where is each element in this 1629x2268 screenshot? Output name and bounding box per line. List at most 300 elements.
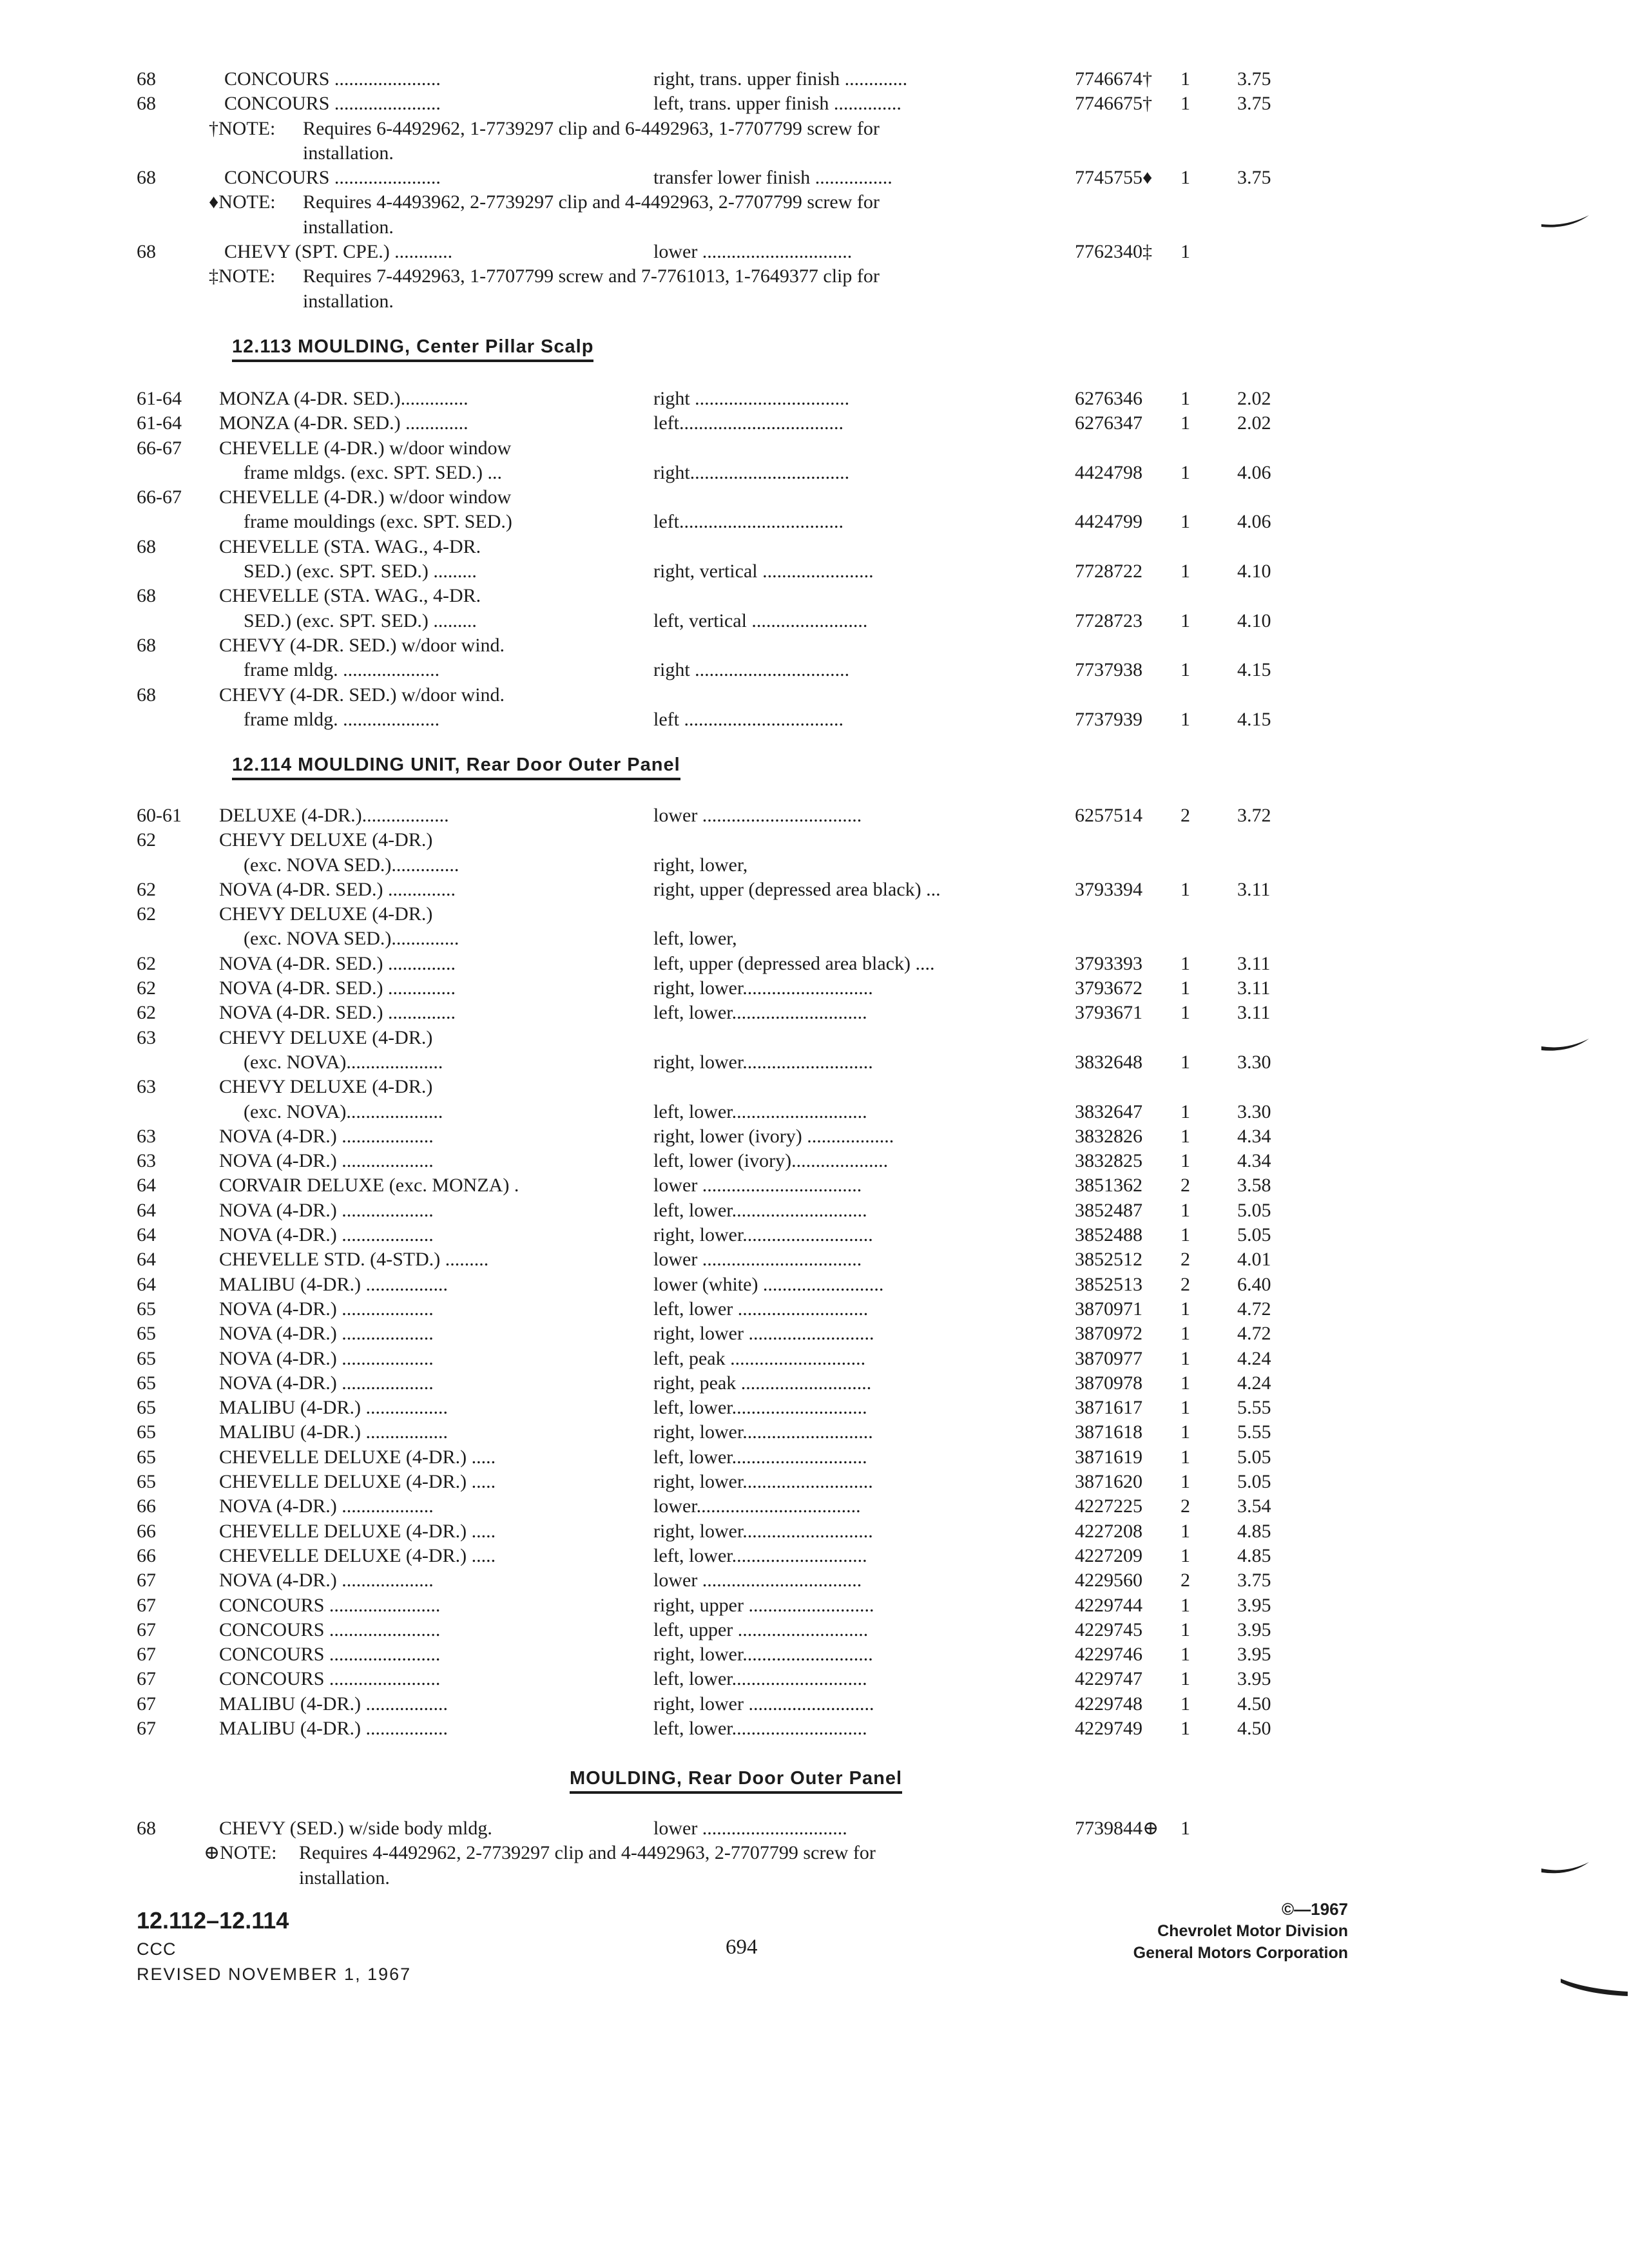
price-cell: 2.02 xyxy=(1237,388,1271,409)
quantity-cell: 1 xyxy=(1181,708,1190,730)
table-row xyxy=(0,902,1629,927)
year-cell: 66-67 xyxy=(137,437,182,459)
part-number-cell: 6257514 xyxy=(1075,805,1142,826)
description-cell: right, lower........................... xyxy=(653,1051,873,1073)
table-row xyxy=(0,510,1629,534)
footer-section-range: 12.112–12.114 xyxy=(137,1907,289,1934)
price-cell: 4.24 xyxy=(1237,1372,1271,1394)
part-number-cell: 3871617 xyxy=(1075,1397,1142,1419)
table-row xyxy=(0,1692,1629,1716)
model-cell: frame mldg. .................... xyxy=(244,659,440,681)
table-row xyxy=(0,707,1629,732)
quantity-cell: 1 xyxy=(1181,388,1190,409)
year-cell: 65 xyxy=(137,1397,156,1419)
table-row xyxy=(0,633,1629,658)
quantity-cell: 2 xyxy=(1181,1249,1190,1271)
year-cell: 66 xyxy=(137,1520,156,1542)
top-section xyxy=(0,67,1629,314)
part-number-cell: 7728722 xyxy=(1075,561,1142,582)
section-heading-rear-door: MOULDING, Rear Door Outer Panel xyxy=(570,1767,902,1794)
part-number-cell: 3832647 xyxy=(1075,1100,1142,1122)
quantity-cell: 1 xyxy=(1181,659,1190,681)
description-cell: right, lower........................... xyxy=(653,1520,873,1542)
quantity-cell: 1 xyxy=(1181,1125,1190,1147)
description-cell: left.................................. xyxy=(653,412,843,434)
note-text: installation. xyxy=(303,290,394,312)
part-number-cell: 3852512 xyxy=(1075,1249,1142,1271)
quantity-cell: 1 xyxy=(1181,1372,1190,1394)
year-cell: 67 xyxy=(137,1644,156,1666)
part-number-cell: 6276347 xyxy=(1075,412,1142,434)
price-cell: 4.10 xyxy=(1237,610,1271,631)
quantity-cell: 1 xyxy=(1181,1544,1190,1566)
quantity-cell: 2 xyxy=(1181,805,1190,826)
year-cell: 65 xyxy=(137,1372,156,1394)
table-row xyxy=(0,1593,1629,1618)
year-cell: 64 xyxy=(137,1273,156,1295)
price-cell: 5.55 xyxy=(1237,1397,1271,1419)
part-number-cell: 3871618 xyxy=(1075,1421,1142,1443)
model-cell: NOVA (4-DR.) ................... xyxy=(219,1323,434,1345)
table-row xyxy=(0,976,1629,1001)
part-number-cell: 3852488 xyxy=(1075,1224,1142,1246)
model-cell: NOVA (4-DR.) ................... xyxy=(219,1570,434,1591)
year-cell: 68 xyxy=(137,1818,156,1839)
description-cell: right, peak ........................... xyxy=(653,1372,872,1394)
year-cell: 62 xyxy=(137,952,156,974)
part-number-cell: 4229747 xyxy=(1075,1668,1142,1690)
description-cell: lower.................................. xyxy=(653,1495,861,1517)
description-cell: left, lower, xyxy=(653,928,737,950)
description-cell: right ................................ xyxy=(653,388,850,409)
price-cell: 3.72 xyxy=(1237,805,1271,826)
model-cell: NOVA (4-DR. SED.) .............. xyxy=(219,977,456,999)
description-cell: left, lower (ivory).................... xyxy=(653,1150,889,1172)
model-cell: (exc. NOVA SED.).............. xyxy=(244,854,459,876)
model-cell: CHEVY (4-DR. SED.) w/door wind. xyxy=(219,634,505,656)
quantity-cell: 1 xyxy=(1181,1002,1190,1024)
table-row xyxy=(0,1568,1629,1593)
table-row xyxy=(0,658,1629,682)
year-cell: 68 xyxy=(137,684,156,706)
year-cell: 66 xyxy=(137,1544,156,1566)
table-row xyxy=(0,1371,1629,1396)
price-cell: 3.30 xyxy=(1237,1051,1271,1073)
description-cell: left, trans. upper finish .............. xyxy=(653,93,901,115)
quantity-cell: 1 xyxy=(1181,1224,1190,1246)
description-cell: left.................................. xyxy=(653,511,843,533)
year-cell: 65 xyxy=(137,1446,156,1468)
description-cell: left, upper ........................... xyxy=(653,1619,869,1640)
description-cell: left, lower............................ xyxy=(653,1446,867,1468)
part-number-cell: 3870972 xyxy=(1075,1323,1142,1345)
quantity-cell: 1 xyxy=(1181,1421,1190,1443)
description-cell: left, lower............................ xyxy=(653,1717,867,1739)
table-row xyxy=(0,91,1629,116)
table-row xyxy=(0,1420,1629,1445)
quantity-cell: 2 xyxy=(1181,1175,1190,1196)
model-cell: CONCOURS ....................... xyxy=(219,1594,441,1616)
table-row xyxy=(0,1223,1629,1247)
price-cell: 4.85 xyxy=(1237,1520,1271,1542)
year-cell: 68 xyxy=(137,585,156,607)
note-text: Requires 6-4492962, 1-7739297 clip and 6-4492963, 1-7707799 screw for xyxy=(303,117,880,139)
model-cell: NOVA (4-DR. SED.) .............. xyxy=(219,878,456,900)
price-cell: 4.34 xyxy=(1237,1125,1271,1147)
table-row xyxy=(0,1519,1629,1544)
quantity-cell: 1 xyxy=(1181,1818,1190,1839)
quantity-cell: 1 xyxy=(1181,1693,1190,1715)
footer-copyright: ©—1967 xyxy=(1282,1899,1348,1919)
year-cell: 63 xyxy=(137,1026,156,1048)
price-cell: 3.30 xyxy=(1237,1100,1271,1122)
table-row xyxy=(0,1149,1629,1173)
price-cell: 5.05 xyxy=(1237,1199,1271,1221)
model-cell: CHEVELLE DELUXE (4-DR.) ..... xyxy=(219,1520,496,1542)
note-text: installation. xyxy=(303,142,394,164)
binder-mark xyxy=(1540,1856,1592,1881)
part-number-cell: 7746675† xyxy=(1075,93,1152,115)
model-cell: CHEVELLE (STA. WAG., 4-DR. xyxy=(219,585,481,607)
description-cell: left, lower............................ xyxy=(653,1100,867,1122)
price-cell: 3.54 xyxy=(1237,1495,1271,1517)
price-cell: 5.05 xyxy=(1237,1224,1271,1246)
year-cell: 60-61 xyxy=(137,805,182,826)
part-number-cell: 3871620 xyxy=(1075,1471,1142,1493)
binder-mark xyxy=(1540,1031,1592,1057)
year-cell: 68 xyxy=(137,535,156,557)
section-rear-list xyxy=(0,1816,1629,1890)
quantity-cell: 2 xyxy=(1181,1495,1190,1517)
note-text: installation. xyxy=(303,216,394,238)
model-cell: frame mouldings (exc. SPT. SED.) xyxy=(244,511,512,533)
table-row xyxy=(0,828,1629,852)
model-cell: CHEVY (SED.) w/side body mldg. xyxy=(219,1818,492,1839)
model-cell: NOVA (4-DR.) ................... xyxy=(219,1495,434,1517)
table-row xyxy=(0,1050,1629,1075)
table-row xyxy=(0,1075,1629,1099)
footer-revised: REVISED NOVEMBER 1, 1967 xyxy=(137,1965,412,1984)
table-row xyxy=(0,1667,1629,1691)
description-cell: lower (white) ......................... xyxy=(653,1273,884,1295)
table-row xyxy=(0,1247,1629,1272)
table-row xyxy=(0,559,1629,584)
table-row xyxy=(0,411,1629,436)
table-row xyxy=(0,387,1629,411)
binder-mark xyxy=(1559,1975,1629,2007)
description-cell: lower ................................. xyxy=(653,805,862,826)
price-cell: 3.95 xyxy=(1237,1594,1271,1616)
price-cell: 4.15 xyxy=(1237,708,1271,730)
note-label: ♦NOTE: xyxy=(209,191,276,213)
model-cell: CONCOURS ...................... xyxy=(224,68,441,90)
quantity-cell: 1 xyxy=(1181,1520,1190,1542)
description-cell: lower ............................... xyxy=(653,241,853,263)
table-row xyxy=(0,853,1629,878)
table-row xyxy=(0,1642,1629,1667)
description-cell: lower ................................. xyxy=(653,1249,862,1271)
table-row xyxy=(0,878,1629,902)
part-number-cell: 7739844⊕ xyxy=(1075,1818,1159,1839)
price-cell: 3.95 xyxy=(1237,1668,1271,1690)
table-row xyxy=(0,1173,1629,1198)
part-number-cell: 3852487 xyxy=(1075,1199,1142,1221)
description-cell: lower .............................. xyxy=(653,1818,847,1839)
part-number-cell: 7737938 xyxy=(1075,659,1142,681)
table-row xyxy=(0,461,1629,485)
year-cell: 61-64 xyxy=(137,412,182,434)
section-114-list xyxy=(0,803,1629,1741)
model-cell: (exc. NOVA).................... xyxy=(244,1051,443,1073)
part-number-cell: 4227209 xyxy=(1075,1544,1142,1566)
description-cell: left, lower............................ xyxy=(653,1199,867,1221)
table-row xyxy=(0,485,1629,510)
table-row xyxy=(0,584,1629,608)
model-cell: CHEVELLE DELUXE (4-DR.) ..... xyxy=(219,1446,496,1468)
footer-corporation: General Motors Corporation xyxy=(1133,1944,1348,1962)
quantity-cell: 1 xyxy=(1181,610,1190,631)
year-cell: 62 xyxy=(137,977,156,999)
year-cell: 66 xyxy=(137,1495,156,1517)
description-cell: lower ................................. xyxy=(653,1570,862,1591)
price-cell: 4.34 xyxy=(1237,1150,1271,1172)
price-cell: 2.02 xyxy=(1237,412,1271,434)
quantity-cell: 1 xyxy=(1181,1446,1190,1468)
price-cell: 3.11 xyxy=(1237,1002,1271,1024)
model-cell: (exc. NOVA).................... xyxy=(244,1100,443,1122)
price-cell: 3.95 xyxy=(1237,1644,1271,1666)
part-number-cell: 3793394 xyxy=(1075,878,1142,900)
year-cell: 67 xyxy=(137,1594,156,1616)
description-cell: right, lower........................... xyxy=(653,1471,873,1493)
model-cell: CHEVY (SPT. CPE.) ............ xyxy=(224,241,453,263)
model-cell: MALIBU (4-DR.) ................. xyxy=(219,1273,448,1295)
note-text: installation. xyxy=(299,1867,390,1888)
model-cell: MALIBU (4-DR.) ................. xyxy=(219,1397,448,1419)
note-line xyxy=(0,117,1629,141)
model-cell: NOVA (4-DR.) ................... xyxy=(219,1372,434,1394)
description-cell: left, lower............................ xyxy=(653,1668,867,1690)
quantity-cell: 1 xyxy=(1181,412,1190,434)
description-cell: transfer lower finish ................ xyxy=(653,167,892,189)
quantity-cell: 1 xyxy=(1181,1323,1190,1345)
price-cell: 4.24 xyxy=(1237,1347,1271,1369)
model-cell: CHEVY DELUXE (4-DR.) xyxy=(219,903,433,925)
year-cell: 64 xyxy=(137,1224,156,1246)
description-cell: right, trans. upper finish ............. xyxy=(653,68,908,90)
table-row xyxy=(0,1618,1629,1642)
page-number: 694 xyxy=(726,1936,758,1959)
note-line xyxy=(0,141,1629,166)
description-cell: right, lower........................... xyxy=(653,1421,873,1443)
model-cell: CONCOURS ...................... xyxy=(224,167,441,189)
quantity-cell: 1 xyxy=(1181,1100,1190,1122)
quantity-cell: 1 xyxy=(1181,1644,1190,1666)
description-cell: left ................................. xyxy=(653,708,843,730)
note-line xyxy=(0,289,1629,314)
part-number-cell: 6276346 xyxy=(1075,388,1142,409)
part-number-cell: 3832826 xyxy=(1075,1125,1142,1147)
quantity-cell: 1 xyxy=(1181,1717,1190,1739)
year-cell: 68 xyxy=(137,68,156,90)
price-cell: 3.11 xyxy=(1237,977,1271,999)
quantity-cell: 1 xyxy=(1181,1199,1190,1221)
note-text: Requires 4-4492962, 2-7739297 clip and 4-4492963, 2-7707799 screw for xyxy=(299,1842,876,1864)
model-cell: CHEVY DELUXE (4-DR.) xyxy=(219,829,433,851)
description-cell: left, vertical ........................ xyxy=(653,610,868,631)
section-heading-12-114: 12.114 MOULDING UNIT, Rear Door Outer Panel xyxy=(232,753,680,780)
quantity-cell: 1 xyxy=(1181,977,1190,999)
part-number-cell: 3852513 xyxy=(1075,1273,1142,1295)
price-cell: 3.58 xyxy=(1237,1175,1271,1196)
year-cell: 65 xyxy=(137,1347,156,1369)
note-line xyxy=(0,1841,1629,1865)
model-cell: NOVA (4-DR.) ................... xyxy=(219,1347,434,1369)
year-cell: 65 xyxy=(137,1323,156,1345)
year-cell: 63 xyxy=(137,1076,156,1098)
year-cell: 62 xyxy=(137,878,156,900)
year-cell: 68 xyxy=(137,634,156,656)
part-number-cell: 3870971 xyxy=(1075,1298,1142,1320)
description-cell: left, peak ............................ xyxy=(653,1347,866,1369)
note-line xyxy=(0,215,1629,240)
table-row xyxy=(0,1297,1629,1321)
table-row xyxy=(0,1321,1629,1346)
model-cell: CONCOURS ....................... xyxy=(219,1644,441,1666)
note-text: Requires 4-4493962, 2-7739297 clip and 4-4492963, 2-7707799 screw for xyxy=(303,191,880,213)
year-cell: 62 xyxy=(137,903,156,925)
description-cell: left, upper (depressed area black) .... xyxy=(653,952,935,974)
model-cell: CHEVY DELUXE (4-DR.) xyxy=(219,1076,433,1098)
price-cell: 4.50 xyxy=(1237,1717,1271,1739)
model-cell: NOVA (4-DR.) ................... xyxy=(219,1298,434,1320)
model-cell: DELUXE (4-DR.).................. xyxy=(219,805,449,826)
quantity-cell: 1 xyxy=(1181,1471,1190,1493)
price-cell: 4.85 xyxy=(1237,1544,1271,1566)
table-row xyxy=(0,67,1629,91)
section-113-list xyxy=(0,387,1629,732)
year-cell: 65 xyxy=(137,1298,156,1320)
year-cell: 63 xyxy=(137,1150,156,1172)
price-cell: 4.72 xyxy=(1237,1298,1271,1320)
description-cell: right, upper (depressed area black) ... xyxy=(653,878,941,900)
model-cell: CONCOURS ...................... xyxy=(224,93,441,115)
price-cell: 5.05 xyxy=(1237,1446,1271,1468)
year-cell: 68 xyxy=(137,167,156,189)
part-number-cell: 3870977 xyxy=(1075,1347,1142,1369)
model-cell: CHEVELLE (4-DR.) w/door window xyxy=(219,437,512,459)
description-cell: right, upper .......................... xyxy=(653,1594,874,1616)
price-cell: 5.55 xyxy=(1237,1421,1271,1443)
part-number-cell: 4227208 xyxy=(1075,1520,1142,1542)
description-cell: left, lower............................ xyxy=(653,1002,867,1024)
part-number-cell: 7745755♦ xyxy=(1075,167,1153,189)
model-cell: NOVA (4-DR.) ................... xyxy=(219,1125,434,1147)
table-row xyxy=(0,1198,1629,1223)
price-cell: 4.15 xyxy=(1237,659,1271,681)
year-cell: 63 xyxy=(137,1125,156,1147)
quantity-cell: 1 xyxy=(1181,1397,1190,1419)
table-row xyxy=(0,803,1629,828)
year-cell: 62 xyxy=(137,829,156,851)
year-cell: 67 xyxy=(137,1668,156,1690)
table-row xyxy=(0,1100,1629,1124)
price-cell: 4.01 xyxy=(1237,1249,1271,1271)
price-cell: 4.72 xyxy=(1237,1323,1271,1345)
quantity-cell: 1 xyxy=(1181,1150,1190,1172)
section-heading-12-113: 12.113 MOULDING, Center Pillar Scalp xyxy=(232,335,593,362)
description-cell: left, lower ........................... xyxy=(653,1298,869,1320)
model-cell: CONCOURS ....................... xyxy=(219,1668,441,1690)
price-cell: 3.75 xyxy=(1237,68,1271,90)
model-cell: MALIBU (4-DR.) ................. xyxy=(219,1693,448,1715)
part-number-cell: 7762340‡ xyxy=(1075,241,1152,263)
model-cell: NOVA (4-DR.) ................... xyxy=(219,1199,434,1221)
part-number-cell: 3793393 xyxy=(1075,952,1142,974)
model-cell: SED.) (exc. SPT. SED.) ......... xyxy=(244,561,477,582)
quantity-cell: 1 xyxy=(1181,952,1190,974)
quantity-cell: 1 xyxy=(1181,1619,1190,1640)
description-cell: right, lower (ivory) .................. xyxy=(653,1125,894,1147)
part-number-cell: 7728723 xyxy=(1075,610,1142,631)
year-cell: 67 xyxy=(137,1619,156,1640)
part-number-cell: 3851362 xyxy=(1075,1175,1142,1196)
price-cell: 3.75 xyxy=(1237,93,1271,115)
table-row xyxy=(0,436,1629,461)
note-label: †NOTE: xyxy=(209,117,276,139)
table-row xyxy=(0,609,1629,633)
table-row xyxy=(0,240,1629,264)
price-cell: 5.05 xyxy=(1237,1471,1271,1493)
model-cell: MALIBU (4-DR.) ................. xyxy=(219,1717,448,1739)
part-number-cell: 7737939 xyxy=(1075,708,1142,730)
model-cell: MALIBU (4-DR.) ................. xyxy=(219,1421,448,1443)
table-row xyxy=(0,1445,1629,1470)
model-cell: CHEVELLE (STA. WAG., 4-DR. xyxy=(219,535,481,557)
quantity-cell: 1 xyxy=(1181,241,1190,263)
model-cell: NOVA (4-DR. SED.) .............. xyxy=(219,1002,456,1024)
table-row xyxy=(0,683,1629,707)
part-number-cell: 4229748 xyxy=(1075,1693,1142,1715)
table-row xyxy=(0,166,1629,190)
price-cell: 3.11 xyxy=(1237,952,1271,974)
part-number-cell: 4229560 xyxy=(1075,1570,1142,1591)
model-cell: MONZA (4-DR. SED.).............. xyxy=(219,388,468,409)
price-cell: 3.95 xyxy=(1237,1619,1271,1640)
part-number-cell: 4229745 xyxy=(1075,1619,1142,1640)
part-number-cell: 4424799 xyxy=(1075,511,1142,533)
year-cell: 67 xyxy=(137,1717,156,1739)
price-cell: 4.06 xyxy=(1237,461,1271,483)
model-cell: CHEVY DELUXE (4-DR.) xyxy=(219,1026,433,1048)
year-cell: 62 xyxy=(137,1002,156,1024)
quantity-cell: 1 xyxy=(1181,878,1190,900)
description-cell: right ................................ xyxy=(653,659,850,681)
model-cell: frame mldg. .................... xyxy=(244,708,440,730)
quantity-cell: 1 xyxy=(1181,1298,1190,1320)
note-label: ‡NOTE: xyxy=(209,265,276,287)
table-row xyxy=(0,1716,1629,1741)
part-number-cell: 4229746 xyxy=(1075,1644,1142,1666)
table-row xyxy=(0,1026,1629,1050)
year-cell: 67 xyxy=(137,1570,156,1591)
part-number-cell: 3793672 xyxy=(1075,977,1142,999)
description-cell: right, lower, xyxy=(653,854,748,876)
description-cell: right, lower .......................... xyxy=(653,1323,874,1345)
year-cell: 66-67 xyxy=(137,486,182,508)
binder-mark xyxy=(1540,206,1592,232)
footer-code: CCC xyxy=(137,1939,177,1959)
